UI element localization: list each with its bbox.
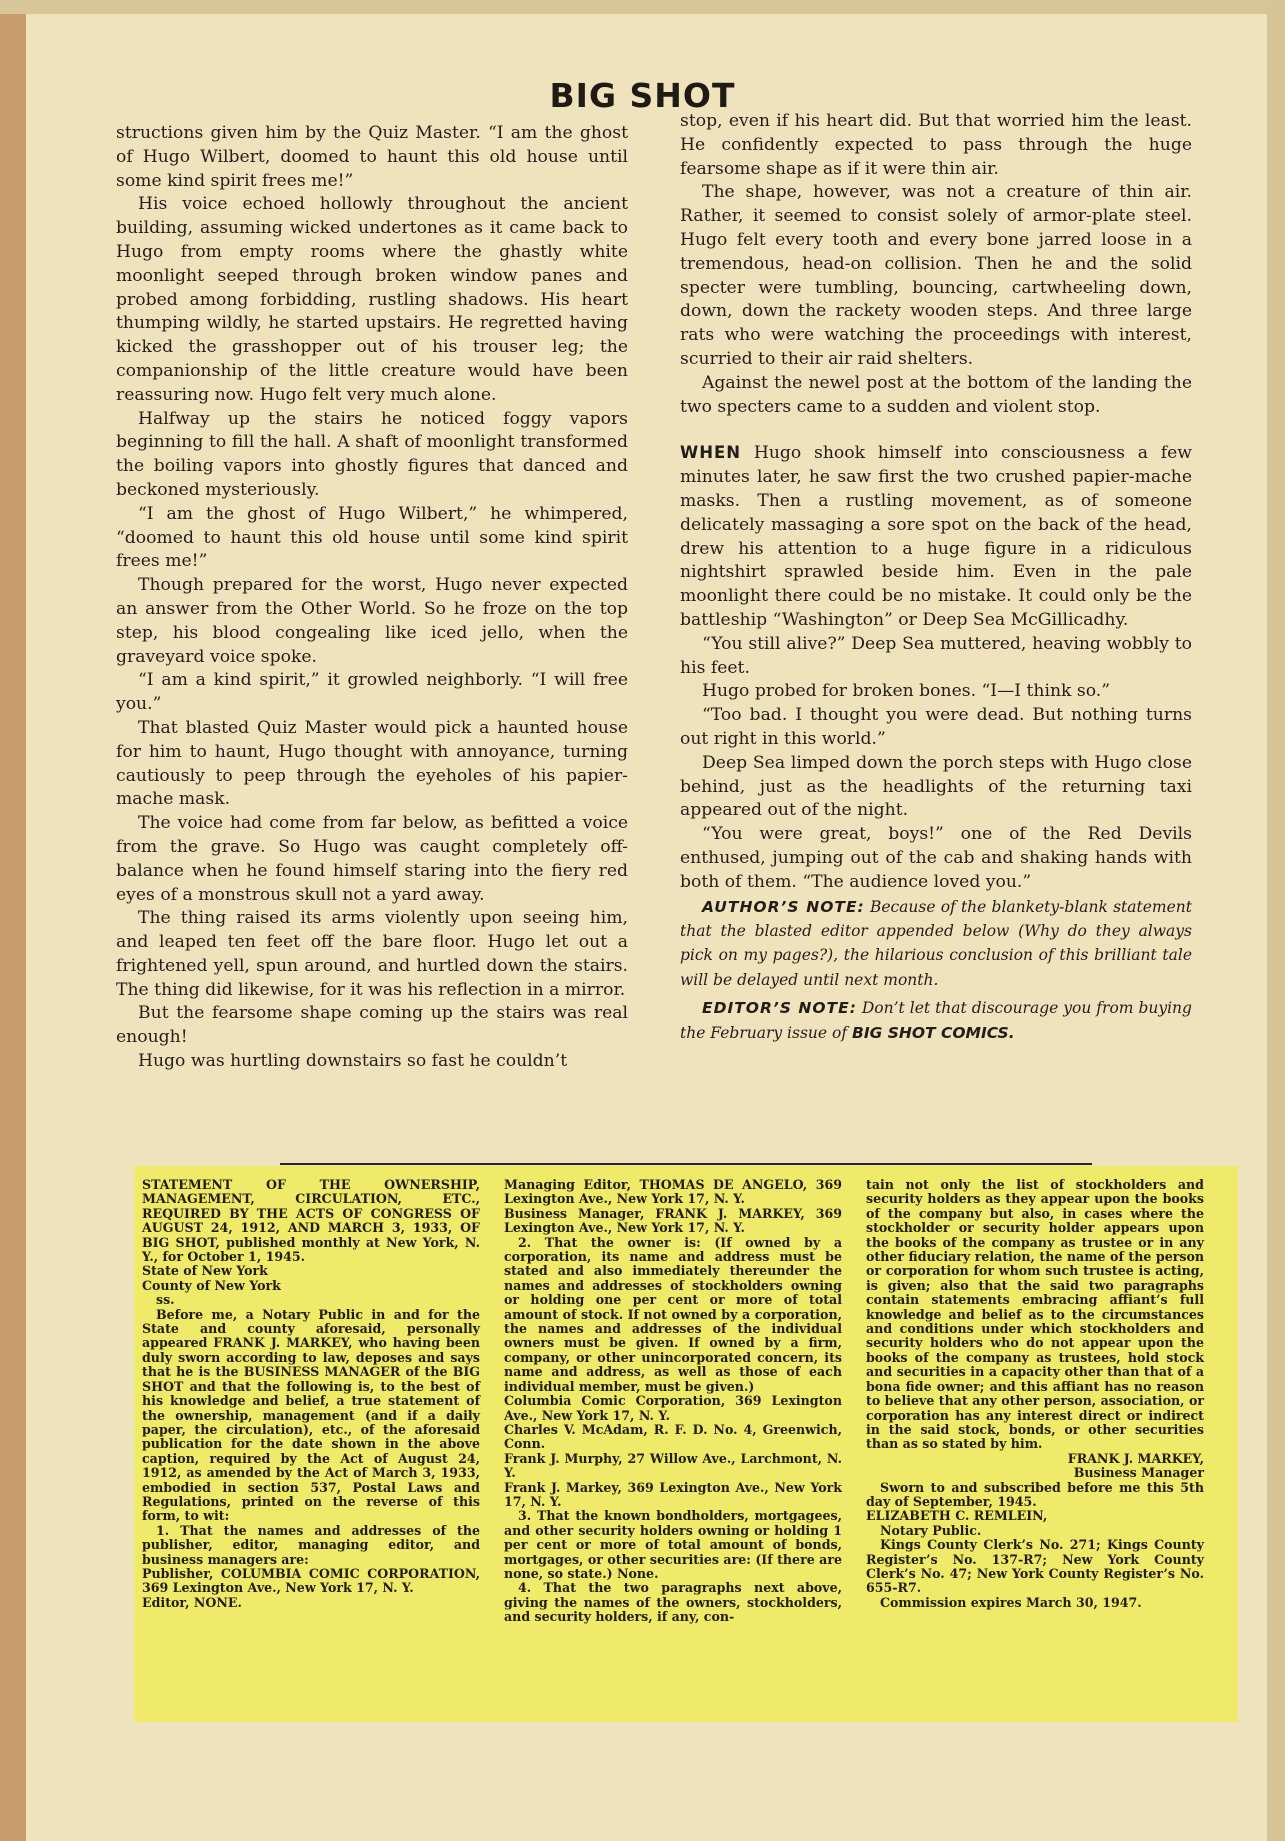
- page-edge-top: [0, 0, 1285, 14]
- story-column-right: [680, 110, 1192, 1045]
- story-paragraph: That blasted Quiz Master would pick a haunted house for him to haunt, Hugo thought with annoyance, turning cautiously to peep through the eyeholes of his papier-mache mask.: [116, 717, 628, 810]
- story-paragraph: structions given him by the Quiz Master. “I am the ghost of Hugo Wilbert, doomed to haunt this old house until some kind spirit frees me!”: [116, 123, 628, 191]
- story-paragraph: “You still alive?” Deep Sea muttered, heaving wobbly to his feet.: [680, 633, 1192, 678]
- author-note-label: AUTHOR’S NOTE:: [702, 897, 865, 916]
- story-paragraph-text: Hugo shook himself into consciousness a few minutes later, he saw first the two crushed papier-mache masks. Then a rustling movement, as of someone delicately massaging a sore spot on the back of the head, drew his attention to a huge figure in a ridiculous nightshirt sprawled beside him. Even in the pale moonlight there could be no mistake. It could only be the battleship “Washington” or Deep Sea McGillicadhy.: [680, 443, 1192, 630]
- statement-paragraph: Before me, a Notary Public in and for the State and county aforesaid, personally appeared FRANK J. MARKEY, who having been duly sworn according to law, deposes and says that he is the BUSINESS MANAGER of the BIG SHOT and that the following is, to the best of his knowledge and belief, a true statement of the ownership, management (and if a daily paper, the circulation), etc., of the aforesaid publication for the date shown in the above caption, required by the Act of August 24, 1912, as amended by the Act of March 3, 1933, embodied in section 537, Postal Laws and Regulations, printed on the reverse of this form, to wit:: [142, 1306, 480, 1524]
- commission-expiry: Commission expires March 30, 1947.: [880, 1594, 1142, 1610]
- notary-details: Kings County Clerk’s No. 271; Kings County Register’s No. 137-R7; New York County Clerk’s No. 47; New York County Register’s No. 655-R7.: [866, 1537, 1204, 1596]
- editor-note-text: Don’t let that discourage you from buying the February issue of: [680, 999, 1192, 1042]
- story-paragraph: “I am a kind spirit,” it growled neighborly. “I will free you.”: [116, 670, 628, 715]
- statement-line: Editor, NONE.: [142, 1594, 242, 1610]
- story-paragraph: Though prepared for the worst, Hugo never expected an answer from the Other World. So he froze on the top step, his blood congealing like iced jello, when the graveyard voice spoke.: [116, 575, 628, 667]
- story-paragraph: Deep Sea limped down the porch steps with Hugo close behind, just as the headlights of the returning taxi appeared out of the night.: [680, 752, 1192, 821]
- statement-line: Frank J. Markey, 369 Lexington Ave., New York 17, N. Y.: [504, 1479, 842, 1509]
- story-paragraph: But the fearsome shape coming up the stairs was real enough!: [116, 1003, 628, 1048]
- statement-column-3: [866, 1178, 1204, 1610]
- notary-title: Notary Public.: [880, 1522, 982, 1538]
- notary-name: ELIZABETH C. REMLEIN,: [866, 1508, 1048, 1524]
- statement-paragraph: 4. That the two paragraphs next above, giving the names of the owners, stockholders, and security holders, if any, con-: [504, 1580, 842, 1625]
- statement-line: County of New York: [142, 1277, 281, 1293]
- story-paragraph: Hugo probed for broken bones. “I—I think so.”: [702, 681, 1111, 702]
- story-paragraph: The shape, however, was not a creature of thin air. Rather, it seemed to consist solely of armor-plate steel. Hugo felt every tooth and every bone jarred loose in a tremendous, head-on collision. Then he and the solid specter were tumbling, bouncing, cartwheeling down, down, down the rackety wooden steps. And three large rats who were watching the proceedings with interest, scurried to their air raid shelters.: [680, 182, 1192, 369]
- statement-line: Columbia Comic Corporation, 369 Lexington Ave., New York 17, N. Y.: [504, 1393, 842, 1423]
- statement-column-2: [504, 1178, 842, 1625]
- editor-note: [680, 996, 1192, 1045]
- author-note: [680, 895, 1192, 993]
- story-paragraph: His voice echoed hollowly throughout the ancient building, assuming wicked undertones as it came back to Hugo from empty rooms where the ghastly white moonlight seeped through broken window panes and probed among forbidding, rustling shadows. His heart thumping wildly, he started upstairs. He regretted having kicked the grasshopper out of his trouser leg; the companionship of the little creature would have been reassuring now. Hugo felt very much alone.: [116, 194, 628, 405]
- story-paragraph: Against the newel post at the bottom of the landing the two specters came to a sudden and violent stop.: [680, 372, 1192, 417]
- page-title: BIG SHOT: [549, 76, 736, 115]
- divider-rule: [280, 1163, 1092, 1165]
- page-edge-left: [0, 0, 26, 1841]
- story-paragraph: The thing raised its arms violently upon seeing him, and leaped ten feet off the bare floor. Hugo let out a frightened yell, spun around, and hurtled down the stairs. The thing did likewise, for it was his reflection in a mirror.: [116, 908, 628, 1000]
- statement-paragraph: tain not only the list of stockholders and security holders as they appear upon the books of the company but also, in cases where the stockholder or security holder appears upon the books of the company as trustee or in any other fiduciary relation, the name of the person or corporation for whom such trustee is acting, is given; also that the said two paragraphs contain statements embracing affiant’s full knowledge and belief as to the circumstances and conditions under which stockholders and security holders who do not appear upon the books of the company as trustees, hold stock and securities in a capacity other than that of a bona fide owner; and this affiant has no reason to believe that any other person, association, or corporation has any interest direct or indirect in the said stock, bonds, or other securities than as so stated by him.: [866, 1177, 1204, 1452]
- signer-name: FRANK J. MARKEY,: [1067, 1450, 1204, 1466]
- statement-paragraph: 3. That the known bondholders, mortgagees, and other security holders owning or holding 1 per cent or more of total amount of bonds, mortgages, or other securities are: (If there are none, so state.) None.: [504, 1508, 842, 1581]
- statement-paragraph: 1. That the names and addresses of the publisher, editor, managing editor, and business managers are:: [142, 1522, 480, 1567]
- story-paragraph: Halfway up the stairs he noticed foggy vapors beginning to fill the hall. A shaft of moonlight transformed the boiling vapors into ghostly figures that danced and beckoned mysteriously.: [116, 408, 628, 500]
- author-note-text: Because of the blankety-blank statement that the blasted editor appended below (Why do they always pick on my pages?), the hilarious conclusion of this brilliant tale will be delayed until next month.: [680, 897, 1192, 989]
- sworn-statement: Sworn to and subscribed before me this 5th day of September, 1945.: [866, 1479, 1204, 1509]
- story-paragraph: The voice had come from far below, as befitted a voice from the grave. So Hugo was caught completely off-balance when he found himself staring into the fiery red eyes of a monstrous skull not a yard away.: [116, 813, 628, 905]
- statement-column-1: [142, 1178, 480, 1610]
- section-break: [680, 419, 1192, 441]
- ownership-statement: [134, 1166, 1238, 1722]
- story-paragraph: stop, even if his heart did. But that worried him the least. He confidently expected to pass through the huge fearsome shape as if it were thin air.: [680, 111, 1192, 179]
- signer-title: Business Manager: [1073, 1465, 1204, 1481]
- story-paragraph: “Too bad. I thought you were dead. But nothing turns out right in this world.”: [680, 705, 1192, 749]
- section-lead-word: WHEN: [680, 443, 742, 463]
- statement-heading: STATEMENT OF THE OWNERSHIP, MANAGEMENT, CIRCULATION, ETC., REQUIRED BY THE ACTS OF CONGRESS OF AUGUST 24, 1912, AND MARCH 3, 1933, OF BIG SHOT, published monthly at New York, N. Y., for October 1, 1945.: [142, 1177, 480, 1265]
- statement-line: ss.: [156, 1292, 175, 1308]
- statement-line: Business Manager, FRANK J. MARKEY, 369 Lexington Ave., New York 17, N. Y.: [504, 1205, 842, 1236]
- story-paragraph: [680, 441, 1192, 632]
- statement-paragraph: Publisher, COLUMBIA COMIC CORPORATION, 369 Lexington Ave., New York 17, N. Y.: [142, 1565, 480, 1596]
- statement-line: Managing Editor, THOMAS DE ANGELO, 369 Lexington Ave., New York 17, N. Y.: [504, 1177, 842, 1207]
- statement-line: Charles V. McAdam, R. F. D. No. 4, Greenwich, Conn.: [504, 1421, 842, 1452]
- statement-paragraph: 2. That the owner is: (If owned by a corporation, its name and address must be stated and also immediately thereunder the names and addresses of stockholders owning or holding one per cent or more of total amount of stock. If not owned by a corporation, the names and addresses of the individual owners must be given. If owned by a firm, company, or other unincorporated concern, its name and address, as well as those of each individual member, must be given.): [504, 1234, 842, 1394]
- story-paragraph: “I am the ghost of Hugo Wilbert,” he whimpered, “doomed to haunt this old house until some kind spirit frees me!”: [116, 503, 628, 572]
- story-paragraph: Hugo was hurtling downstairs so fast he couldn’t: [138, 1051, 568, 1072]
- statement-line: Frank J. Murphy, 27 Willow Ave., Larchmont, N. Y.: [504, 1450, 842, 1481]
- page-edge-right: [1267, 0, 1285, 1841]
- story-column-left: [116, 122, 628, 1074]
- editor-note-label: EDITOR’S NOTE:: [702, 999, 857, 1018]
- story-paragraph: “You were great, boys!” one of the Red Devils enthused, jumping out of the cab and shaking hands with both of them. “The audience loved you.”: [680, 824, 1192, 892]
- editor-note-title: BIG SHOT COMICS.: [852, 1023, 1015, 1042]
- statement-line: State of New York: [142, 1263, 268, 1279]
